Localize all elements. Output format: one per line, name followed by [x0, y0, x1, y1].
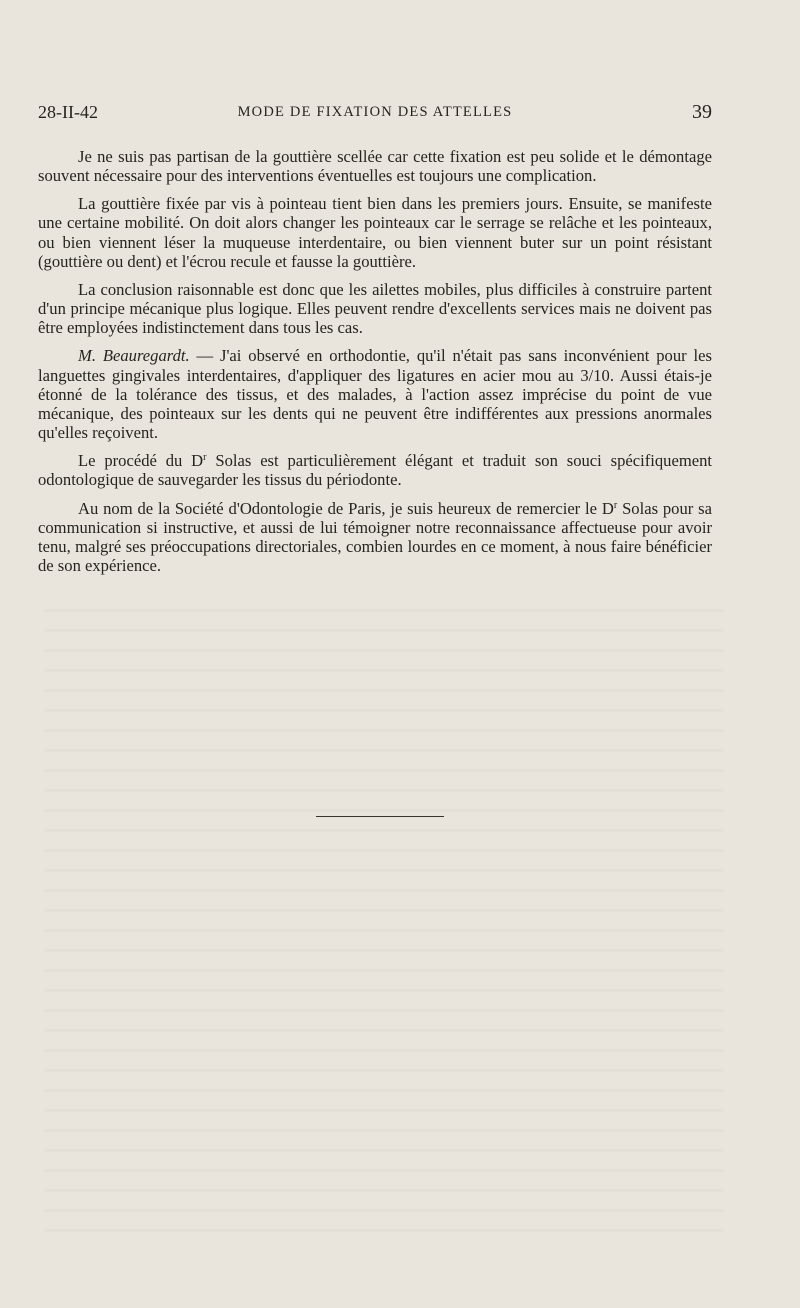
paragraph-text: Solas est particulièrement élégant et traduit son souci spécifiquement odontologique de sauvegarder les tissus du périodonte. [38, 451, 712, 490]
paragraph-text: Le procédé du D [78, 451, 204, 471]
paragraph-text: — J'ai observé en orthodontie, qu'il n'était pas sans inconvénient pour les languettes gingivales interdentaires, d'appliquer des ligatures en acier mou au 3/10. Aussi étais-je étonné de la tolérance des tissus, et des malades, à l'action assez imprécise du point de vue mécanique, des pointeaux sur les dents qui ne peuvent être indifférentes aux pressions anormales qu'elles reçoivent. [38, 346, 712, 443]
body-paragraph [38, 147, 712, 185]
header-date: 28-II-42 [38, 102, 98, 122]
section-divider [316, 816, 444, 817]
body-paragraph [38, 451, 712, 489]
body-paragraph [38, 194, 712, 271]
body-paragraph [38, 280, 712, 337]
paragraph-text: La conclusion raisonnable est donc que les ailettes mobiles, plus difficiles à construire partent d'un principe mécanique plus logique. Elles peuvent rendre d'excellents services mais ne doivent pas être employées indistinctement dans tous les cas. [38, 279, 712, 338]
doctor-abbreviation-superscript: r [613, 499, 618, 511]
doctor-abbreviation-superscript: r [203, 452, 207, 464]
paragraph-text: La gouttière fixée par vis à pointeau tient bien dans les premiers jours. Ensuite, se manifeste une certaine mobilité. On doit alors changer les pointeaux car le serrage se relâche et les pointeaux, ou bien viennent léser la muqueuse interdentaire, ou bien viennent buter sur un point résistant (gouttière ou dent) et l'écrou recule et fausse la gouttière. [38, 194, 712, 271]
show-through-texture [44, 600, 724, 1250]
page-number: 39 [692, 101, 712, 123]
running-head [38, 102, 712, 128]
header-title: MODE DE FIXATION DES ATTELLES [237, 104, 513, 120]
body-paragraph [38, 499, 712, 576]
paragraph-text: Solas pour sa communication si instructive, et aussi de lui témoigner notre reconnaissance affectueuse pour avoir tenu, malgré ses préoccupations directoriales, combien lourdes en ce moment, à nous faire bénéficier de son expérience. [38, 498, 712, 575]
body-paragraph [38, 346, 712, 442]
speaker-name: M. Beauregardt. [78, 346, 190, 366]
paragraph-text: Au nom de la Société d'Odontologie de Paris, je suis heureux de remercier le D [78, 498, 614, 518]
article-body [38, 147, 712, 575]
paragraph-text: Je ne suis pas partisan de la gouttière scellée car cette fixation est peu solide et le démontage souvent nécessaire pour des interventions éventuelles est toujours une complication. [38, 147, 712, 186]
